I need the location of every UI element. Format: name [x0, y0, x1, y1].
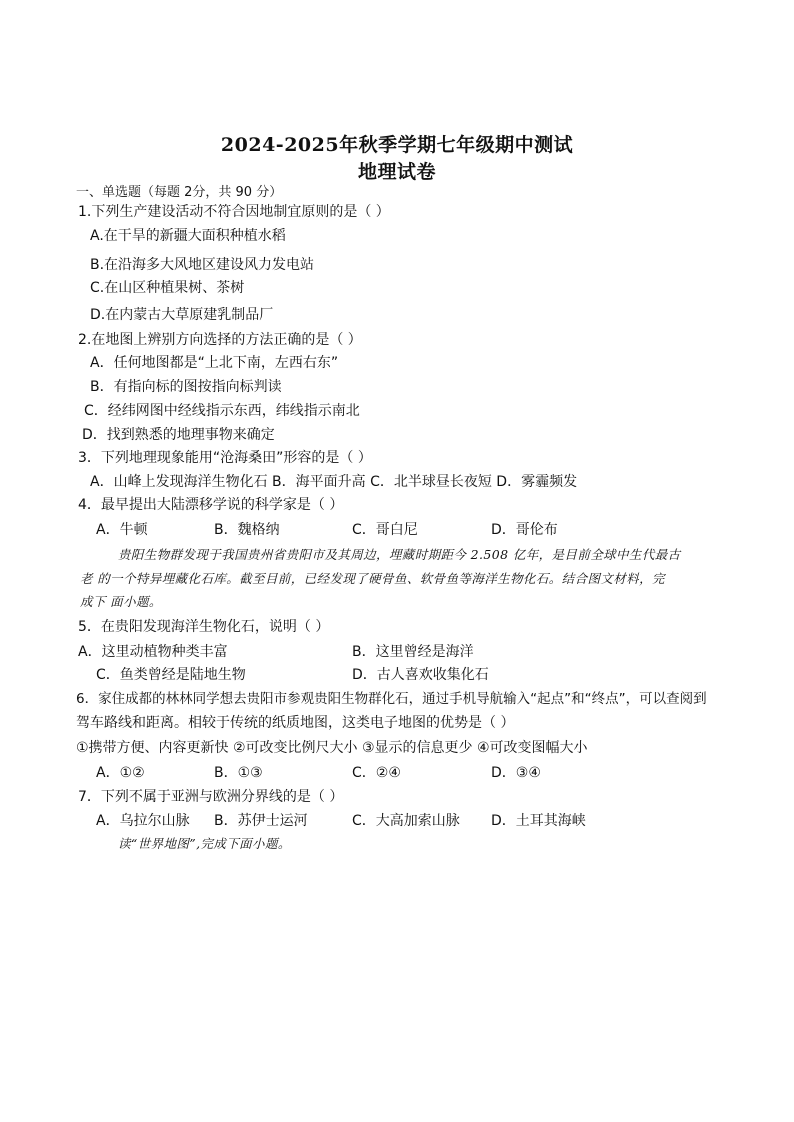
- question-2-option-d: D．找到熟悉的地理事物来确定: [82, 427, 275, 443]
- question-4-stem: 4．最早提出大陆漂移学说的科学家是（ ）: [78, 497, 344, 513]
- passage-line-1: 贵阳生物群发现于我国贵州省贵阳市及其周边，埋藏时期距今 2.508 亿年，是目前全球中生代最古: [118, 547, 681, 562]
- question-5-option-c: C．鱼类曾经是陆地生物: [96, 667, 246, 683]
- passage-line-2: 老 的一个特异埋藏化石库。截至目前，已经发现了硬骨鱼、软骨鱼等海洋生物化石。结合图文材料，完: [80, 571, 665, 586]
- question-5-option-b: B．这里曾经是海洋: [352, 644, 474, 660]
- question-6-option-a: A．①②: [96, 765, 145, 781]
- question-6-option-d: D．③④: [491, 765, 541, 781]
- question-6-stem-line-2: 驾车路线和距离。相较于传统的纸质地图，这类电子地图的优势是（ ）: [76, 715, 515, 731]
- question-1-option-c: C.在山区种植果树、茶树: [90, 280, 245, 296]
- question-7-option-c: C．大高加索山脉: [352, 813, 460, 829]
- question-1-option-b: B.在沿海多大风地区建设风力发电站: [90, 257, 315, 273]
- question-4-option-b: B．魏格纳: [214, 522, 280, 538]
- question-7-option-b: B．苏伊士运河: [214, 813, 308, 829]
- question-4-option-d: D．哥伦布: [491, 522, 558, 538]
- question-1-option-d: D.在内蒙古大草原建乳制品厂: [90, 307, 274, 323]
- question-7-option-a: A．乌拉尔山脉: [96, 813, 190, 829]
- question-1-option-a: A.在干旱的新疆大面积种植水稻: [90, 228, 286, 244]
- question-6-option-c: C．②④: [352, 765, 401, 781]
- question-2-option-a: A．任何地图都是“上北下南，左西右东”: [90, 355, 339, 371]
- page-title: 2024-2025年秋季学期七年级期中测试: [220, 134, 574, 156]
- page-subtitle: 地理试卷: [357, 161, 436, 183]
- section-heading: 一、单选题（每题 2分，共 90 分）: [76, 185, 283, 200]
- question-2-option-b: B．有指向标的图按指向标判读: [90, 379, 282, 395]
- question-2-option-c: C．经纬网图中经线指示东西，纬线指示南北: [84, 403, 360, 419]
- map-reading-note: 读“世界地图”,完成下面小题。: [118, 836, 291, 851]
- question-1-stem: 1.下列生产建设活动不符合因地制宜原则的是（ ）: [78, 204, 390, 220]
- question-6-statements: ①携带方便、内容更新快 ②可改变比例尺大小 ③显示的信息更少 ④可改变图幅大小: [76, 740, 588, 756]
- passage-line-3: 成下 面小题。: [80, 594, 162, 609]
- question-5-option-d: D．古人喜欢收集化石: [352, 667, 489, 683]
- question-7-option-d: D．土耳其海峡: [491, 813, 586, 829]
- question-6-stem-line-1: 6．家住成都的林林同学想去贵阳市参观贵阳生物群化石，通过手机导航输入“起点”和“终点”，可以查阅到: [76, 691, 707, 707]
- question-4-option-a: A．牛顿: [96, 522, 148, 538]
- question-7-stem: 7．下列不属于亚洲与欧洲分界线的是（ ）: [78, 789, 344, 805]
- question-5-stem: 5．在贵阳发现海洋生物化石，说明（ ）: [78, 619, 330, 635]
- question-3-options: A．山峰上发现海洋生物化石 B．海平面升高 C．北半球昼长夜短 D．雾霾频发: [90, 474, 578, 490]
- question-2-stem: 2.在地图上辨别方向选择的方法正确的是（ ）: [78, 332, 362, 348]
- question-4-option-c: C．哥白尼: [352, 522, 418, 538]
- question-5-option-a: A．这里动植物种类丰富: [78, 644, 228, 660]
- question-6-option-b: B．①③: [214, 765, 263, 781]
- question-3-stem: 3．下列地理现象能用“沧海桑田”形容的是（ ）: [78, 450, 372, 466]
